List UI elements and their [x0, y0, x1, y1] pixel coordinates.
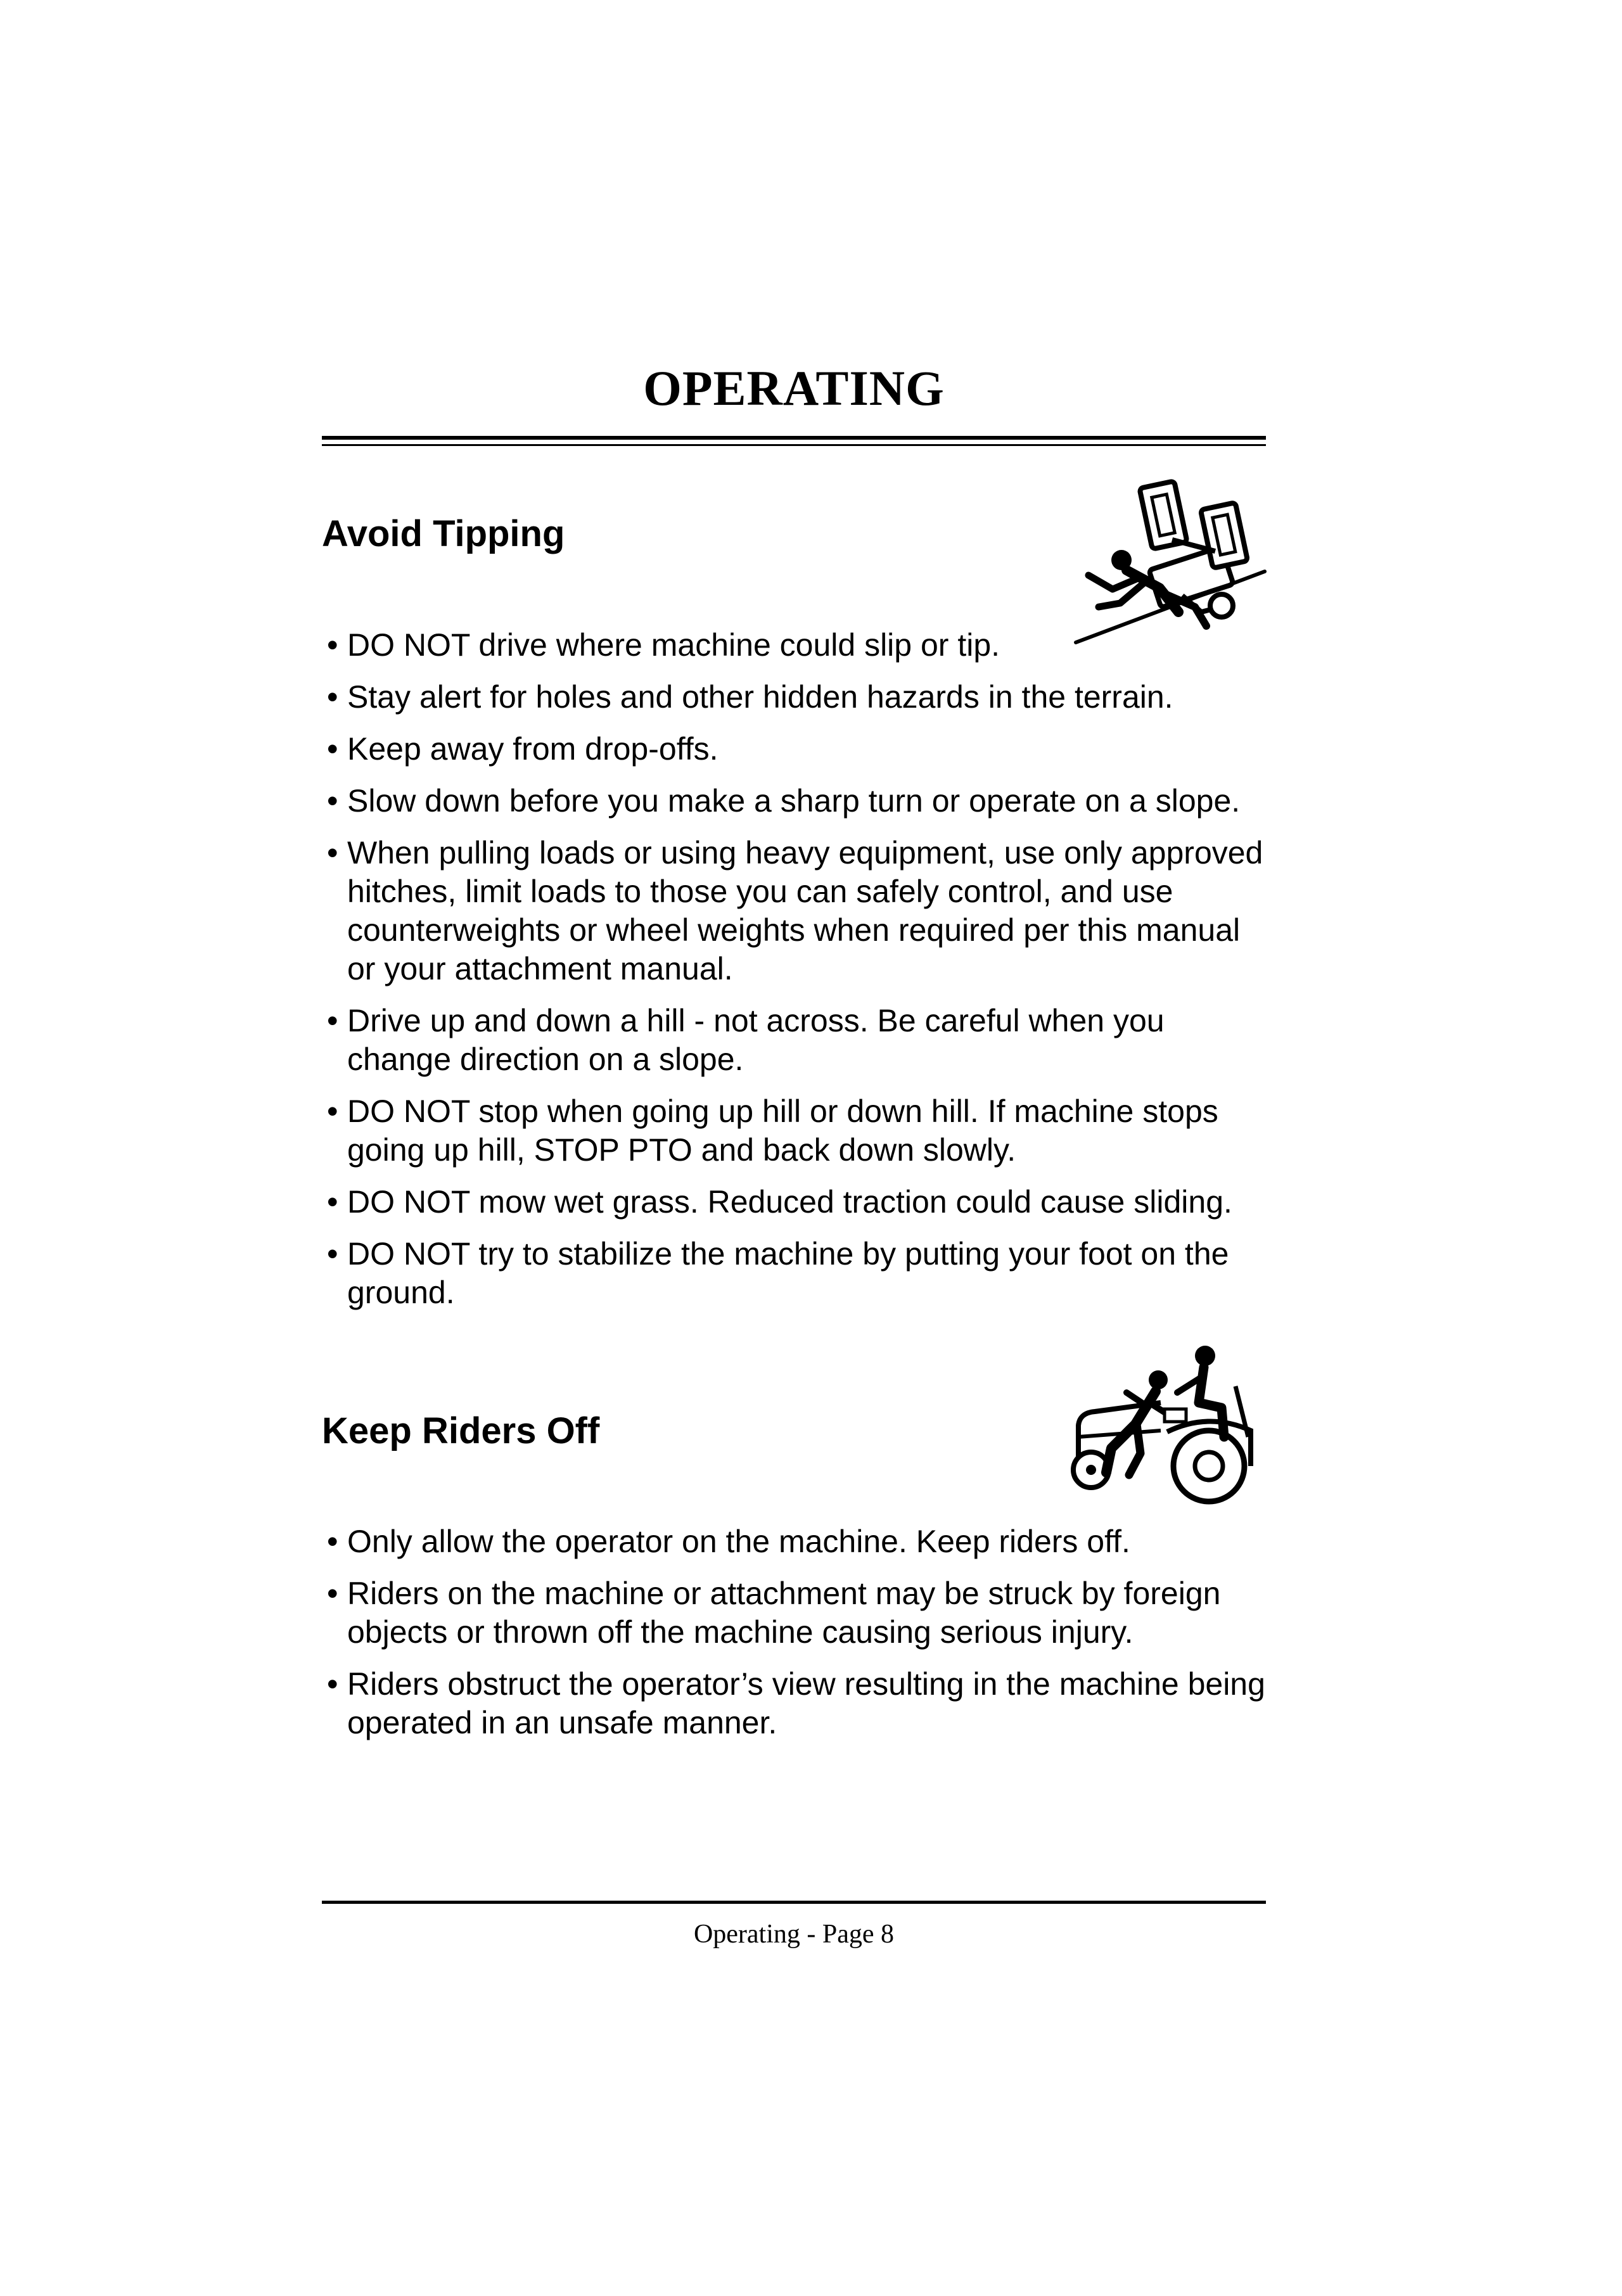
list-item: • DO NOT drive where machine could slip or tip.: [327, 626, 1271, 665]
list-item: • Keep away from drop-offs.: [327, 730, 1271, 769]
list-item: • DO NOT try to stabilize the machine by putting your foot on the ground.: [327, 1235, 1271, 1312]
section-heading-keep-riders-off: Keep Riders Off: [322, 1410, 600, 1451]
list-item: • Drive up and down a hill - not across. Be careful when you change direction on a slope.: [327, 1002, 1271, 1079]
keep-riders-off-list: [327, 1522, 1271, 1756]
avoid-tipping-list: [327, 626, 1271, 1325]
list-item: • Riders obstruct the operator’s view resulting in the machine being operated in an unsafe manner.: [327, 1665, 1271, 1742]
list-item: • Only allow the operator on the machine. Keep riders off.: [327, 1522, 1271, 1561]
tipping-tractor-icon: [1071, 476, 1268, 649]
section-heading-avoid-tipping: Avoid Tipping: [322, 513, 565, 554]
list-item: • DO NOT mow wet grass. Reduced traction could cause sliding.: [327, 1183, 1271, 1221]
page-title: OPERATING: [643, 360, 945, 416]
list-item: • Slow down before you make a sharp turn or operate on a slope.: [327, 782, 1271, 820]
page-footer: Operating - Page 8: [693, 1920, 895, 1949]
list-item: • When pulling loads or using heavy equipment, use only approved hitches, limit loads to those you can safely control, and use counterweights or wheel weights when required per this manual or your attachment manual.: [327, 834, 1271, 988]
list-item: • Stay alert for holes and other hidden hazards in the terrain.: [327, 678, 1271, 717]
footer-rule: [322, 1901, 1266, 1904]
rider-falling-icon: [1066, 1342, 1263, 1508]
title-rule-bottom: [322, 444, 1266, 446]
list-item: • Riders on the machine or attachment may be struck by foreign objects or thrown off the machine causing serious injury.: [327, 1574, 1271, 1652]
title-rule-top: [322, 436, 1266, 440]
list-item: • DO NOT stop when going up hill or down hill. If machine stops going up hill, STOP PTO and back down slowly.: [327, 1092, 1271, 1170]
